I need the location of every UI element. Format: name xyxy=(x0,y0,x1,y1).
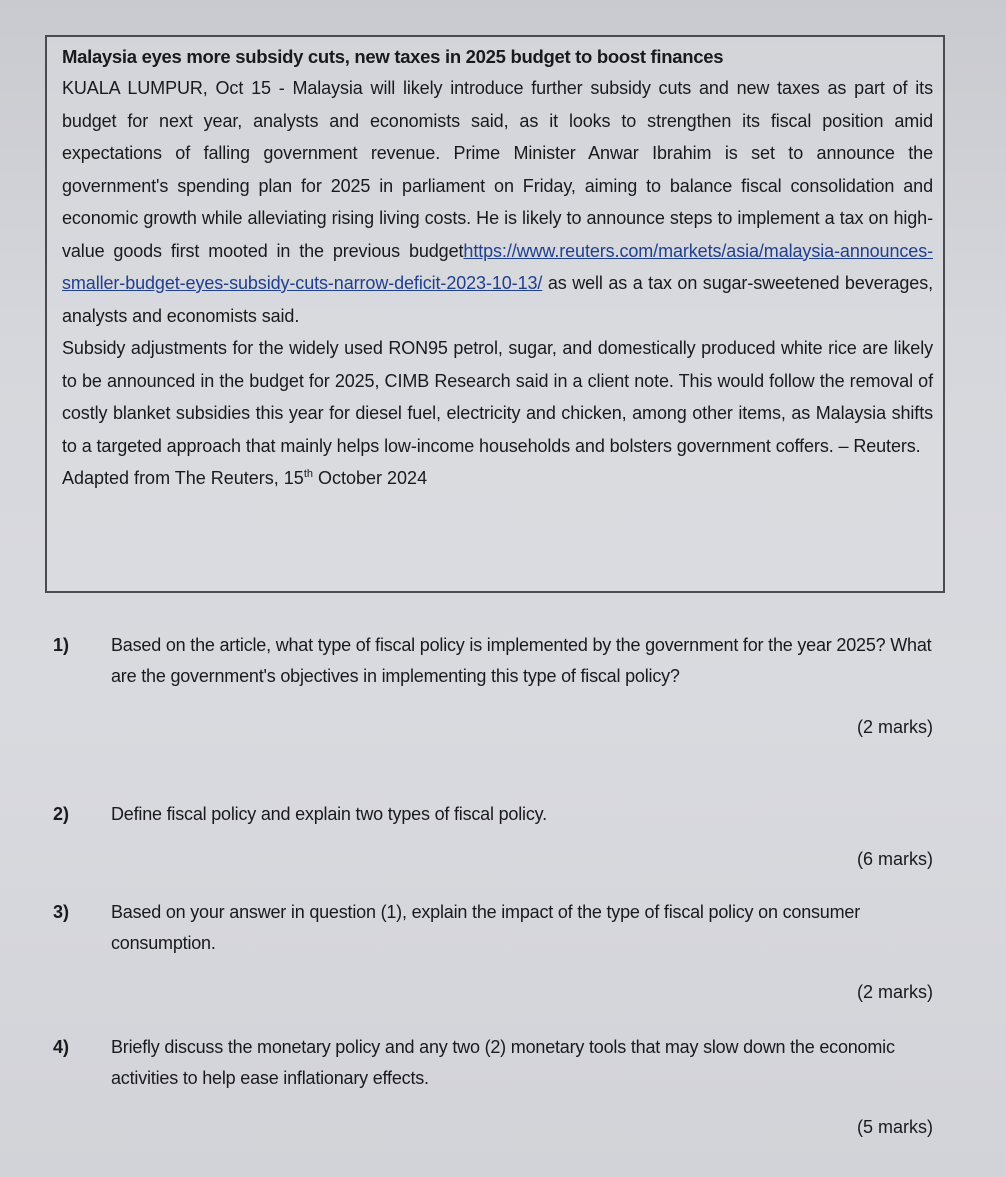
question-text: Based on your answer in question (1), explain the impact of the type of fiscal policy on consumer consumption. xyxy=(111,902,861,953)
question-3 xyxy=(53,897,938,1008)
question-4 xyxy=(53,1032,938,1143)
question-number: 1) xyxy=(53,635,70,655)
question-marks: (2 marks) xyxy=(857,717,933,737)
question-text: Briefly discuss the monetary policy and any two (2) monetary tools that may slow down the economic activities to help ease inflationary effects. xyxy=(111,1037,895,1088)
question-text: Based on the article, what type of fiscal policy is implemented by the government for the year 2025? What are the government's objectives in implementing this type of fiscal policy? xyxy=(111,635,932,686)
source-prefix: Adapted from The Reuters, 15 xyxy=(62,468,304,488)
article-paragraph-1-text: KUALA LUMPUR, Oct 15 - Malaysia will likely introduce further subsidy cuts and new taxes as part of its budget for next year, analysts and economists said, as it looks to strengthen its fiscal position amid expectations of falling government revenue. Prime Minister Anwar Ibrahim is set to announce the government's spending plan for 2025 in parliament on Friday, aiming to balance fiscal consolidation and economic growth while alleviating rising living costs. He is likely to announce steps to implement a tax on high-value goods first mooted in the previous budget xyxy=(62,78,933,261)
article-box xyxy=(45,35,945,593)
source-superscript: th xyxy=(303,468,313,480)
question-number: 3) xyxy=(53,902,70,922)
question-marks: (6 marks) xyxy=(857,849,933,869)
article-paragraph-2: Subsidy adjustments for the widely used RON95 petrol, sugar, and domestically produced white rice are likely to be announced in the budget for 2025, CIMB Research said in a client note. This would follow the removal of costly blanket subsidies this year for diesel fuel, electricity and chicken, among other items, as Malaysia shifts to a targeted approach that mainly helps low-income households and bolsters government coffers. – Reuters. xyxy=(62,338,933,456)
question-1 xyxy=(53,630,938,743)
question-number: 2) xyxy=(53,804,70,824)
article-paragraph-1 xyxy=(62,72,933,332)
source-suffix: October 2024 xyxy=(313,468,428,488)
article-title: Malaysia eyes more subsidy cuts, new taxes in 2025 budget to boost finances xyxy=(62,46,724,67)
question-number: 4) xyxy=(53,1037,70,1057)
question-text: Define fiscal policy and explain two types of fiscal policy. xyxy=(111,804,547,824)
article-source xyxy=(62,462,933,494)
reuters-article-link[interactable]: https://www.reuters.com/markets/asia/malaysia-announces-smaller-budget-eyes-subsidy-cuts-narrow-deficit-2023-10-13/ xyxy=(62,240,933,293)
article-paragraph-1-tail: as well as a tax on sugar-sweetened beverages, analysts and economists said. xyxy=(62,273,933,326)
question-marks: (5 marks) xyxy=(857,1117,933,1137)
question-marks: (2 marks) xyxy=(857,982,933,1002)
question-2 xyxy=(53,799,938,875)
